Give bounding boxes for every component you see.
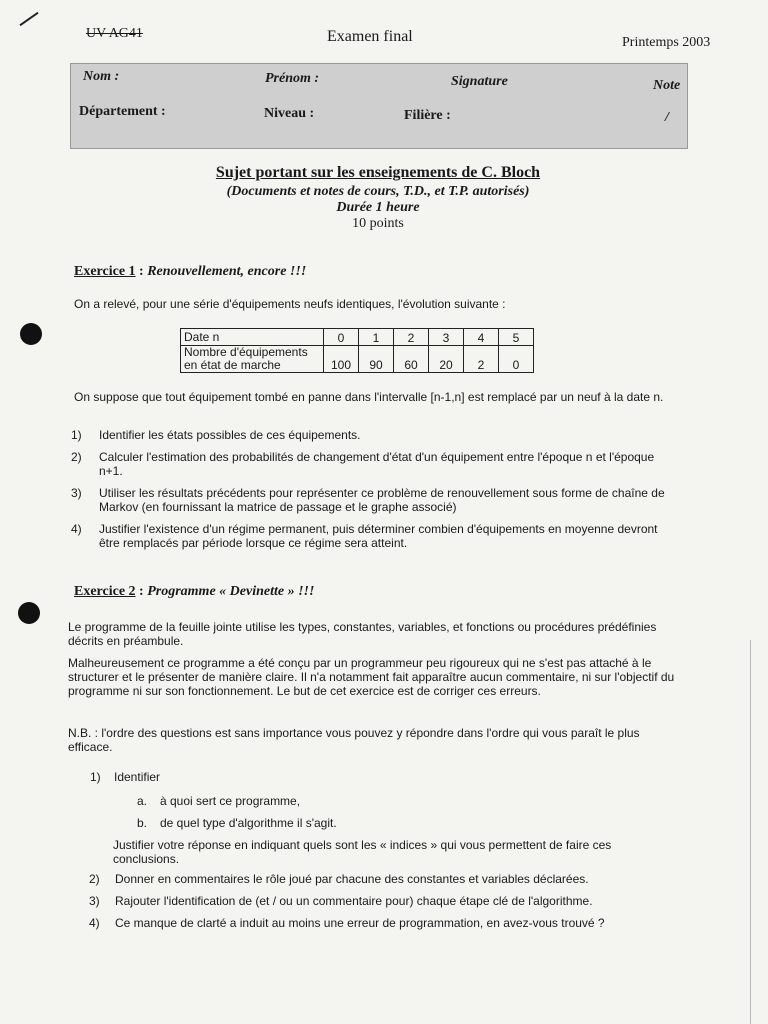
page-edge-line [750,640,751,1024]
subject-title: Sujet portant sur les enseignements de C. Bloch [215,164,541,181]
exercise-2-label: Exercice 2 [74,584,136,599]
table-label-count: Nombre d'équipements en état de marche [181,346,324,373]
table-cell: 1 [359,329,394,346]
question-number: 3) [89,894,100,908]
exercise-2-colon: : [135,584,148,599]
question-text: Utiliser les résultats précédents pour représenter ce problème de renouvellement sous forme de chaîne de Markov (en fournissant la matrice de passage et le graphe associé) [99,486,665,514]
label-filiere: Filière : [404,108,451,123]
table-cell: 0 [499,346,534,373]
semester: Printemps 2003 [622,35,711,50]
exercise-1-title: Renouvellement, encore !!! [147,264,307,279]
equipment-table [180,328,534,373]
question-text: Calculer l'estimation des probabilités de changement d'état d'un équipement entre l'époque n et l'époque n+1. [99,450,655,478]
question-number: 2) [89,872,100,886]
pen-mark [19,12,38,26]
label-nom: Nom : [83,69,120,84]
table-cell: 60 [394,346,429,373]
label-signature: Signature [451,74,508,89]
table-row-counts [181,346,534,373]
exercise-2-paragraph-2: Malheureusement ce programme a été conçu par un programmeur peu rigoureux qui ne s'est pas attaché à le structurer et le présenter de manière claire. Il n'a notamment fait apparaître aucun commentaire, ni sur l'objectif du programme ni sur son fonctionnement. Le but de cet exercice est de corriger ces erreurs. [68,656,675,698]
question-text: Identifier les états possibles de ces équipements. [99,428,361,442]
exercise-2-note: N.B. : l'ordre des questions est sans importance vous pouvez y répondre dans l'ordre qui vous paraît le plus efficace. [68,726,640,754]
exam-title: Examen final [327,28,413,45]
question-number: 1) [71,428,82,442]
question-text: Identifier [114,770,161,784]
subquestion-text: à quoi sert ce programme, [160,794,301,808]
table-cell: 0 [324,329,359,346]
question-text: Ce manque de clarté a induit au moins une erreur de programmation, en avez-vous trouvé ? [115,916,605,930]
question-text: Justifier l'existence d'un régime permanent, puis déterminer combien d'équipements en moyenne devront être remplacés par période lorsque ce régime sera atteint. [99,522,658,550]
question-text: Donner en commentaires le rôle joué par chacune des constantes et variables déclarées. [115,872,589,886]
label-departement: Département : [79,104,166,119]
points: 10 points [352,216,404,231]
label-prenom: Prénom : [265,71,320,86]
subquestion-letter: b. [137,816,148,830]
question-number: 1) [90,770,101,784]
student-info-box [70,63,688,149]
exercise-2-title: Programme « Devinette » !!! [147,584,315,599]
duration: Durée 1 heure [336,200,420,215]
exercise-2-heading [74,584,314,600]
question-number: 4) [89,916,100,930]
table-cell: 4 [464,329,499,346]
table-row-dates [181,329,534,346]
exercise-2-paragraph-1: Le programme de la feuille jointe utilise les types, constantes, variables, et fonctions ou procédures prédéfinies décrits en préambule. [68,620,657,648]
exercise-1-lead: On a relevé, pour une série d'équipements neufs identiques, l'évolution suivante : [74,297,506,311]
punch-hole-top [20,323,42,345]
question-1-justification: Justifier votre réponse en indiquant quels sont les « indices » qui vous permettent de faire ces conclusions. [113,838,612,866]
subquestion-text: de quel type d'algorithme il s'agit. [160,816,337,830]
question-text: Rajouter l'identification de (et / ou un commentaire pour) chaque étape clé de l'algorithme. [115,894,593,908]
punch-hole-bottom [18,602,40,624]
table-cell: 90 [359,346,394,373]
table-cell: 2 [394,329,429,346]
note-mark: / [665,110,669,125]
allowed-documents: (Documents et notes de cours, T.D., et T.P. autorisés) [226,184,530,199]
question-number: 3) [71,486,82,500]
table-cell: 3 [429,329,464,346]
course-code: UV AG41 [86,26,143,41]
table-cell: 2 [464,346,499,373]
question-number: 2) [71,450,82,464]
exercise-1-assumption: On suppose que tout équipement tombé en panne dans l'intervalle [n-1,n] est remplacé par un neuf à la date n. [74,390,664,404]
table-label-date: Date n [181,329,324,346]
exercise-1-label: Exercice 1 [74,264,136,279]
table-cell: 100 [324,346,359,373]
table-cell: 20 [429,346,464,373]
subquestion-letter: a. [137,794,148,808]
label-note: Note [653,78,681,93]
exercise-1-heading [74,264,306,280]
table-cell: 5 [499,329,534,346]
label-niveau: Niveau : [264,106,315,121]
question-number: 4) [71,522,82,536]
exercise-1-colon: : [135,264,148,279]
